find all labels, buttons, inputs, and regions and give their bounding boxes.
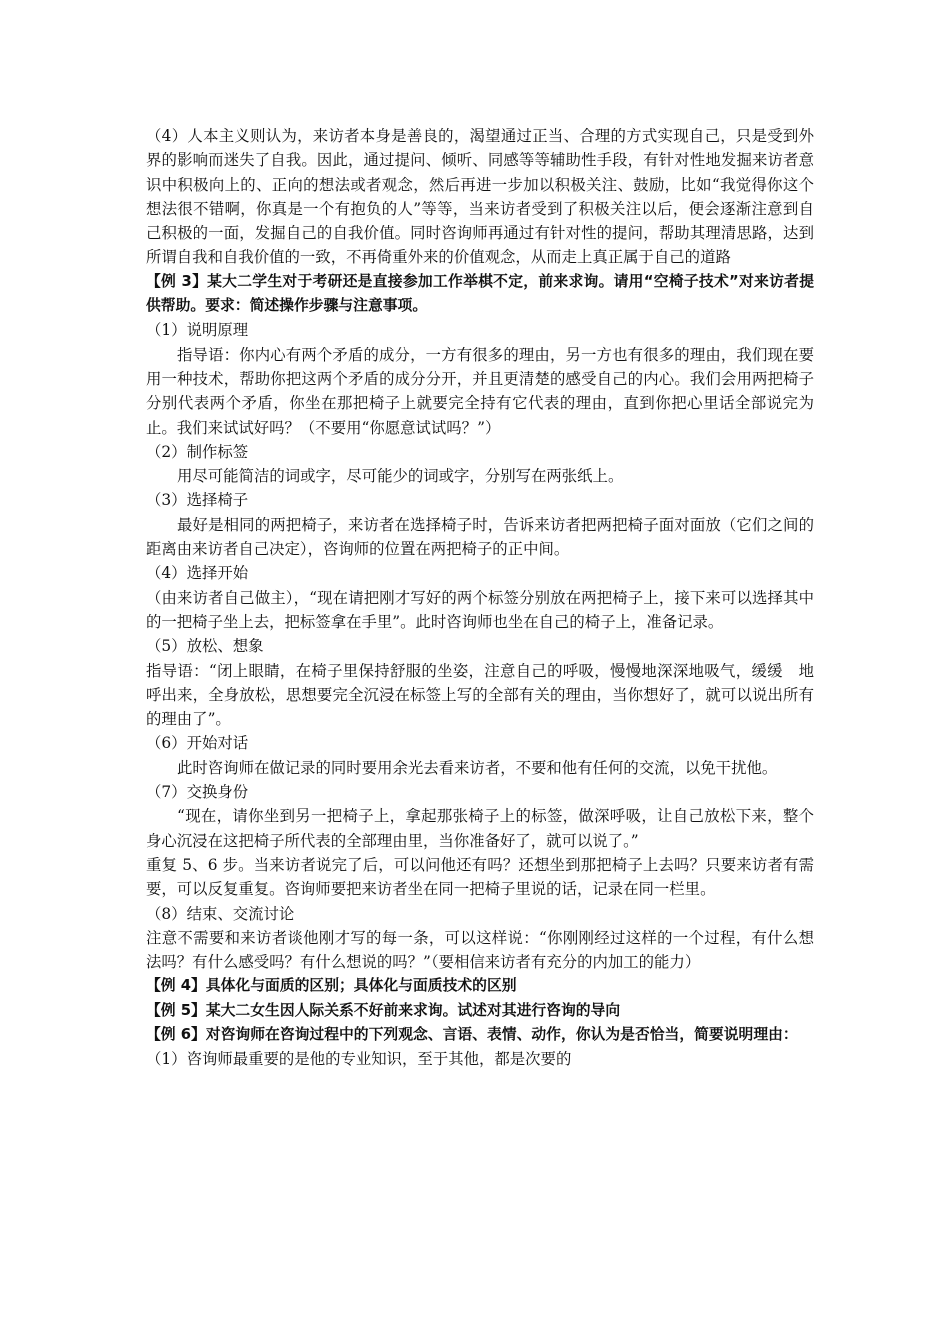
step-7-body: “现在，请你坐到另一把椅子上，拿起那张椅子上的标签，做深呼吸，让自己放松下来，整个身心沉浸在这把椅子所代表的全部理由里，当你准备好了，就可以说了。” — [146, 807, 814, 850]
step-2-body: 用尽可能简洁的词或字，尽可能少的词或字，分别写在两张纸上。 — [177, 467, 624, 486]
step-8-body: 注意不需要和来访者谈他刚才写的每一条，可以这样说：“你刚刚经过这样的一个过程，有什么想法吗？有什么感受吗？有什么想说的吗？”（要相信来访者有充分的内加工的能力） — [146, 928, 814, 972]
example-3-heading: 【例 3】某大二学生对于考研还是直接参加工作举棋不定，前来求询。请用“空椅子技术”对来访者提供帮助。要求：简述操作步骤与注意事项。 — [146, 272, 814, 315]
example-6-heading: 【例 6】对咨询师在咨询过程中的下列观念、言语、表情、动作，你认为是否恰当，简要说明理由： — [146, 1025, 798, 1043]
step-4-body: （由来访者自己做主），“现在请把刚才写好的两个标签分别放在两把椅子上，接下来可以选择其中的一把椅子坐上去，把标签拿在手里”。此时咨询师也坐在自己的椅子上，准备记录。 — [146, 588, 814, 631]
example-4-heading: 【例 4】具体化与面质的区别；具体化与面质技术的区别 — [146, 977, 517, 995]
step-5-heading: （5）放松、想象 — [146, 637, 264, 656]
step-5-body: 指导语：“闭上眼睛，在椅子里保持舒服的坐姿，注意自己的呼吸，慢慢地深深地吸气，缓缓 地呼出来，全身放松，思想要完全沉浸在标签上写的全部有关的理由，当你想好了，就可以说出所有的理由了”。 — [146, 661, 814, 729]
step-4-heading: （4）选择开始 — [146, 564, 249, 583]
step-1-body: 指导语：你内心有两个矛盾的成分，一方有很多的理由，另一方也有很多的理由，我们现在要用一种技术，帮助你把这两个矛盾的成分分开，并且更清楚的感受自己的内心。我们会用两把椅子分别代表两个矛盾，你坐在那把椅子上就要完全持有它代表的理由，直到你把心里话全部说完为止。我们来试试好吗？（不要用“你愿意试试吗？”） — [146, 345, 814, 437]
step-3-body: 最好是相同的两把椅子，来访者在选择椅子时，告诉来访者把两把椅子面对面放（它们之间的距离由来访者自己决定），咨询师的位置在两把椅子的正中间。 — [146, 515, 814, 559]
step-8-heading: （8）结束、交流讨论 — [146, 904, 295, 923]
example-5-heading: 【例 5】某大二女生因人际关系不好前来求询。试述对其进行咨询的导向 — [146, 1001, 621, 1019]
step-7-heading: （7）交换身份 — [146, 783, 249, 802]
paragraph-humanism: （4）人本主义则认为，来访者本身是善良的，渴望通过正当、合理的方式实现自己，只是受到外界的影响而迷失了自我。因此，通过提问、倾听、同感等等辅助性手段，有针对性地发掘来访者意识中积极向上的、正向的想法或者观念，然后再进一步加以积极关注、鼓励，比如“我觉得你这个想法很不错啊，你真是一个有抱负的人”等等，当来访者受到了积极关注以后，便会逐渐注意到自己积极的一面，发掘自己的自我价值。同时咨询师再通过有针对性的提问，帮助其理清思路，达到所谓自我和自我价值的一致，不再倚重外来的价值观念，从而走上真正属于自己的道路 — [146, 127, 814, 267]
step-1-heading: （1）说明原理 — [146, 321, 249, 340]
document-body — [146, 124, 814, 1072]
step-7-repeat: 重复 5、6 步。当来访者说完了后，可以问他还有吗？还想坐到那把椅子上去吗？只要来访者有需要，可以反复重复。咨询师要把来访者坐在同一把椅子里说的话，记录在同一栏里。 — [146, 855, 814, 899]
step-3-heading: （3）选择椅子 — [146, 491, 249, 510]
step-6-body: 此时咨询师在做记录的同时要用余光去看来访者，不要和他有任何的交流，以免干扰他。 — [177, 758, 778, 777]
example-6-item-1: （1）咨询师最重要的是他的专业知识，至于其他，都是次要的 — [146, 1050, 572, 1069]
step-6-heading: （6）开始对话 — [146, 734, 249, 753]
step-2-heading: （2）制作标签 — [146, 442, 249, 461]
